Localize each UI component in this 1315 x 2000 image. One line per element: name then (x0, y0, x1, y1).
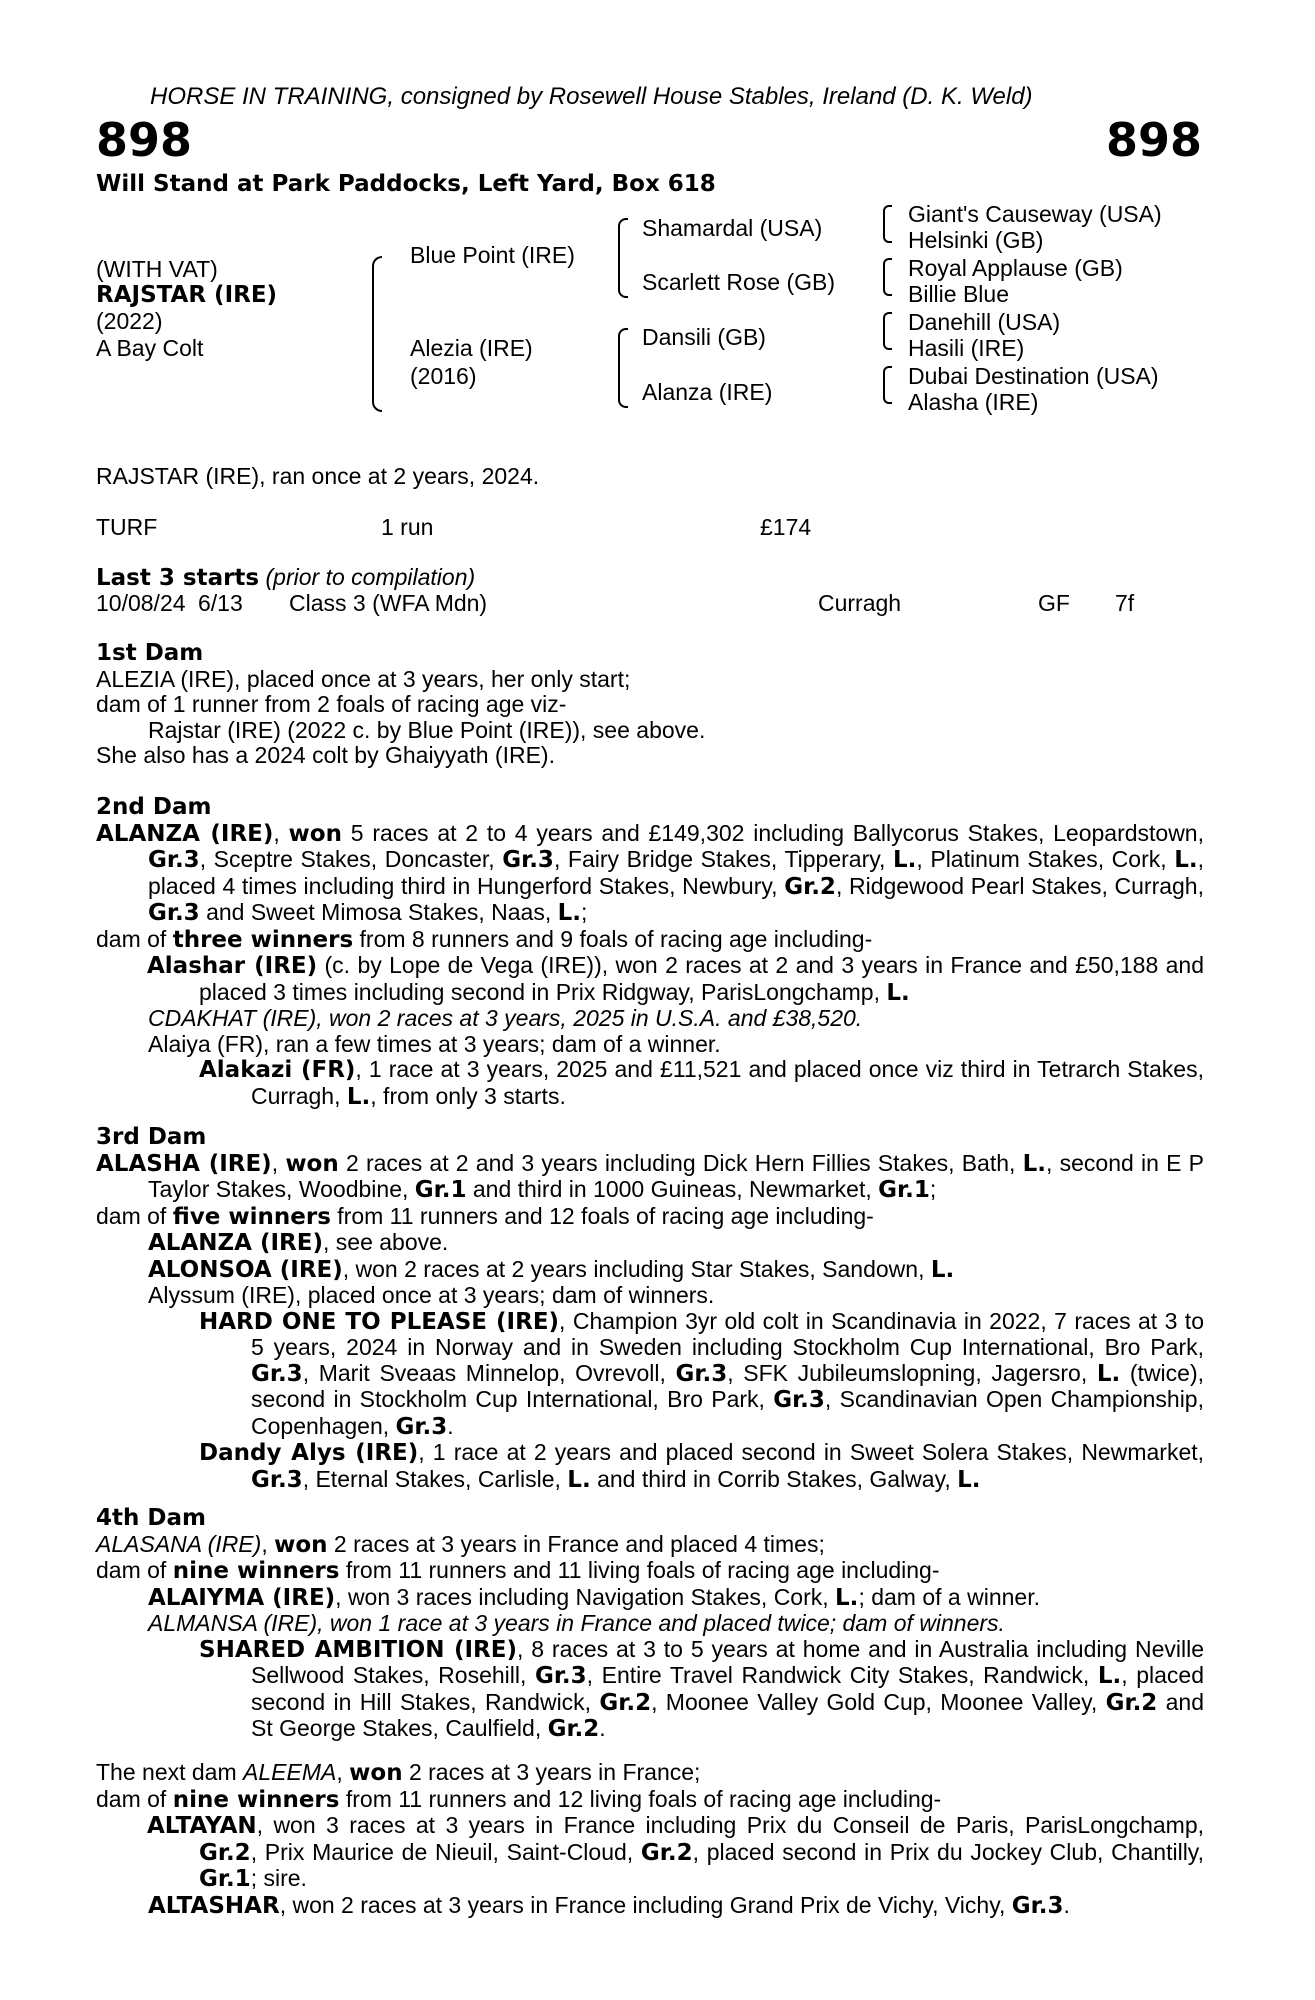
consignment-line: HORSE IN TRAINING, consigned by Rosewell House Stables, Ireland (D. K. Weld) (150, 83, 1033, 110)
progeny-text: , Marit Sveaas Minnelop, Ovrevoll, (302, 1359, 676, 1386)
record-text: , Sceptre Stakes, Doncaster, (199, 846, 503, 872)
progeny-alakazi (96, 1057, 1204, 1110)
third-dam-section (96, 1125, 1204, 1493)
progeny-name: Alashar (IRE) (147, 953, 318, 979)
progeny-text: (c. by Lope de Vega (IRE)), won 2 races at 2 and 3 years in France and £50,188 and placed 3 times including second in Prix Ridgway, ParisLongchamp, (199, 952, 1204, 1005)
pedigree-dam-year: (2016) (410, 363, 477, 389)
won-label: won (349, 1760, 403, 1786)
second-dam-produce (96, 927, 1204, 954)
grade-label: Gr.3 (251, 1360, 303, 1387)
last-starts-title: Last 3 starts (96, 565, 260, 591)
grade-label: Gr.3 (502, 847, 554, 873)
progeny-text: , from only 3 starts. (370, 1082, 566, 1109)
second-dam-title: 2nd Dam (96, 794, 212, 820)
record-text: and third in 1000 Guineas, Newmarket, (466, 1176, 879, 1202)
progeny-name: ALTASHAR (148, 1892, 280, 1919)
last-starts-heading (96, 565, 475, 592)
listed-label: L. (557, 900, 582, 926)
progeny-cdakhat (96, 1006, 1204, 1032)
pedigree-g5: Danehill (USA) (908, 309, 1061, 335)
listed-label: L. (957, 1466, 981, 1493)
progeny-text: , 1 race at 3 years, 2025 and £11,521 and placed once viz third in Tetrarch Stakes, Curragh, (251, 1056, 1204, 1109)
progeny-text: , Champion 3yr old colt in Scandinavia in 2022, 7 races at 3 to 5 years, 2024 in Norway and in Sweden including Stockholm Cup International, Bro Park, (251, 1307, 1204, 1360)
record-text: ; (929, 1176, 937, 1202)
winners-count: five winners (172, 1203, 331, 1230)
fourth-dam-title: 4th Dam (96, 1505, 206, 1531)
progeny-alonsoa (96, 1257, 1204, 1284)
next-dam-section (96, 1760, 1204, 1919)
fourth-dam-section (96, 1506, 1204, 1743)
text: The next dam (96, 1759, 244, 1785)
grade-label: Gr.3 (148, 900, 200, 926)
lot-number-right: 898 (1105, 113, 1202, 167)
progeny-text: , won 3 races including Navigation Stakes, Cork, (335, 1583, 836, 1610)
record-text: ; (581, 899, 588, 925)
pedigree-sire: Blue Point (IRE) (410, 242, 575, 268)
third-dam-title: 3rd Dam (96, 1124, 207, 1150)
grade-label: Gr.2 (784, 873, 836, 900)
pedigree-g4: Billie Blue (908, 281, 1009, 307)
first-dam-title: 1st Dam (96, 640, 204, 666)
pedigree-brace-3a (883, 205, 892, 243)
progeny-text: , 1 race at 2 years and placed second in Sweet Solera Stakes, Newmarket, (418, 1439, 1205, 1465)
progeny-name: Alakazi (FR) (199, 1057, 356, 1083)
first-dam-line-3: Rajstar (IRE) (2022 c. by Blue Point (IRE)), see above. (148, 716, 706, 743)
pedigree-sire-sire: Shamardal (USA) (642, 215, 823, 241)
record-runs: 1 run (381, 514, 434, 540)
progeny-text: , Moonee Valley Gold Cup, Moonee Valley, (651, 1688, 1106, 1715)
progeny-text: , Eternal Stakes, Carlisle, (302, 1465, 568, 1492)
progeny-name: ALANZA (IRE) (148, 1230, 323, 1256)
start-row-class: Class 3 (WFA Mdn) (289, 590, 488, 616)
progeny-text: ; dam of a winner. (858, 1583, 1040, 1610)
listed-label: L. (1022, 1150, 1047, 1177)
pedigree-g2: Helsinki (GB) (908, 227, 1044, 253)
text: from 11 runners and 12 foals of racing age including- (330, 1202, 874, 1229)
progeny-text: and third in Corrib Stakes, Galway, (590, 1465, 958, 1492)
next-dam-produce (96, 1787, 1204, 1814)
listed-label: L. (930, 1256, 955, 1283)
pedigree-g3: Royal Applause (GB) (908, 255, 1123, 281)
text: dam of (96, 925, 173, 952)
dam-name: ALASANA (IRE) (96, 1530, 262, 1557)
progeny-name: ALTAYAN (147, 1813, 257, 1839)
progeny-text: CDAKHAT (IRE), won 2 races at 3 years, 2025 in U.S.A. and £38,520. (148, 1005, 863, 1031)
fourth-dam-record: ALASANA (IRE), won 2 races at 3 years in France and placed 4 times; (96, 1530, 825, 1558)
grade-label: Gr.2 (599, 1689, 652, 1716)
horse-description: A Bay Colt (96, 335, 204, 361)
first-dam-section (96, 641, 1204, 769)
pedigree-dam: Alezia (IRE) (410, 335, 533, 361)
stable-location: Will Stand at Park Paddocks, Left Yard, Box 618 (96, 171, 716, 197)
lot-number-left: 898 (96, 113, 193, 167)
record-earnings: £174 (760, 514, 812, 540)
text: from 11 runners and 11 living foals of racing age including- (339, 1557, 940, 1583)
start-row-date: 10/08/24 (96, 590, 186, 616)
start-row-dist: 7f (1115, 590, 1135, 616)
progeny-name: HARD ONE TO PLEASE (IRE) (199, 1308, 560, 1335)
pedigree-g1: Giant's Causeway (USA) (908, 201, 1162, 227)
progeny-alanza (96, 1230, 1204, 1257)
progeny-text: , Entire Travel Randwick City Stakes, Randwick, (586, 1662, 1098, 1688)
grade-label: Gr.3 (251, 1466, 303, 1493)
pedigree-g8: Alasha (IRE) (908, 389, 1039, 415)
grade-label: Gr.3 (395, 1413, 448, 1440)
text: dam of (96, 1557, 173, 1583)
listed-label: L. (893, 847, 917, 873)
progeny-text: , placed second in Hill Stakes, Randwick, (251, 1662, 1204, 1715)
record-text: and Sweet Mimosa Stakes, Naas, (199, 899, 558, 925)
progeny-text: , SFK Jubileumslopning, Jagersro, (727, 1359, 1097, 1386)
winners-count: three winners (172, 926, 354, 953)
text: dam of (96, 1202, 173, 1229)
progeny-text: , see above. (323, 1229, 449, 1255)
listed-label: L. (835, 1584, 859, 1611)
pedigree-dam-dam: Alanza (IRE) (642, 379, 773, 405)
text: from 8 runners and 9 foals of racing age including- (353, 925, 873, 952)
start-row-course: Curragh (818, 590, 902, 616)
dam-name: ALEEMA (243, 1759, 337, 1785)
start-row-place: 6/13 (198, 590, 243, 616)
text: dam of (96, 1785, 173, 1812)
last-starts-note: (prior to compilation) (265, 564, 476, 590)
progeny-altashar: ALTASHAR, won 2 races at 3 years in France including Grand Prix de Vichy, Vichy, Gr.3. (148, 1891, 1070, 1919)
progeny-text: ; sire. (250, 1865, 307, 1891)
progeny-hard-one-to-please: HARD ONE TO PLEASE (IRE), Champion 3yr old colt in Scandinavia in 2022, 7 races at 3 to 5 years, 2024 in Norway and in Sweden including Stockholm Cup International, Bro Park, Gr.3, Marit Sveaas Minnelop, Ovrevoll, Gr.3, SFK Jubileumslopning, Jagersro, L. (twice), second in Stockholm Cup International, Bro Park, Gr.3, Scandinavian Open Championship, Copenhagen, Gr.3. (199, 1307, 1205, 1440)
first-dam-line-4: She also has a 2024 colt by Ghaiyyath (IRE). (96, 742, 555, 768)
third-dam-produce (96, 1204, 1204, 1231)
progeny-text: , Prix Maurice de Nieuil, Saint-Cloud, (250, 1838, 641, 1865)
record-text: 2 races at 2 and 3 years including Dick Hern Fillies Stakes, Bath, (338, 1149, 1023, 1176)
listed-label: L. (886, 979, 910, 1006)
progeny-name: ALONSOA (IRE) (148, 1256, 343, 1283)
record-text: , second in E P Taylor Stakes, Woodbine, (148, 1149, 1204, 1202)
progeny-text: (twice), second in Stockholm Cup International, Bro Park, (251, 1359, 1205, 1412)
second-dam-section (96, 795, 1204, 1110)
pedigree-brace-2b (618, 328, 628, 408)
grade-label: Gr.1 (878, 1177, 930, 1203)
progeny-name: Dandy Alys (IRE) (199, 1440, 419, 1466)
progeny-dandy-alys (96, 1440, 1204, 1493)
progeny-text: , won 2 races at 3 years in France including Grand Prix de Vichy, Vichy, (279, 1891, 1012, 1918)
listed-label: L. (567, 1466, 591, 1493)
grade-label: Gr.3 (1011, 1892, 1064, 1919)
text: from 11 runners and 12 living foals of racing age including- (339, 1785, 942, 1812)
grade-label: Gr.3 (773, 1387, 825, 1413)
vat-note: (WITH VAT) (96, 256, 218, 282)
record-text: , placed 4 times including third in Hungerford Stakes, Newbury, (148, 846, 1204, 899)
start-row-going: GF (1038, 590, 1070, 616)
progeny-alashar (96, 953, 1204, 1006)
won-label: won (274, 1531, 328, 1558)
progeny-text: and St George Stakes, Caulfield, (251, 1688, 1205, 1741)
progeny-almansa (96, 1611, 1204, 1637)
pedigree-g6: Hasili (IRE) (908, 335, 1025, 361)
dam-name: ALANZA (IRE) (96, 820, 274, 847)
progeny-alaiya: Alaiya (FR), ran a few times at 3 years; dam of a winner. (148, 1030, 721, 1057)
progeny-text: , won 2 races at 2 years including Star Stakes, Sandown, (342, 1255, 931, 1282)
second-dam-record: ALANZA (IRE), won 5 races at 2 to 4 years and £149,302 including Ballycorus Stakes, Leopardstown, Gr.3, Sceptre Stakes, Doncaster, Gr.3, Fairy Bridge Stakes, Tipperary, L., Platinum Stakes, Cork, L., placed 4 times including third in Hungerford Stakes, Newbury, Gr.2, Ridgewood Pearl Stakes, Curragh, Gr.3 and Sweet Mimosa Stakes, Naas, L.; (96, 819, 1204, 926)
progeny-text: ALMANSA (IRE), won 1 race at 3 years in France and placed twice; dam of winners. (148, 1610, 1005, 1636)
won-label: won (288, 820, 342, 847)
first-dam-line-1: ALEZIA (IRE), placed once at 3 years, her only start; (96, 665, 631, 692)
listed-label: L. (1097, 1663, 1122, 1689)
pedigree-brace-3b (883, 258, 892, 296)
horse-year: (2022) (96, 308, 163, 334)
pedigree-brace-1 (372, 256, 382, 412)
grade-label: Gr.1 (199, 1866, 251, 1892)
winners-count: nine winners (172, 1558, 340, 1584)
listed-label: L. (1174, 847, 1198, 873)
race-summary: RAJSTAR (IRE), ran once at 2 years, 2024. (96, 463, 540, 489)
record-surface: TURF (96, 514, 158, 540)
pedigree-brace-2a (618, 218, 628, 298)
progeny-text: , placed second in Prix du Jockey Club, Chantilly, (692, 1838, 1204, 1865)
pedigree-brace-3d (883, 366, 892, 404)
listed-label: L. (346, 1083, 371, 1110)
progeny-text: , 8 races at 3 to 5 years at home and in Australia including Neville Sellwood Stakes, Rosehill, (251, 1635, 1204, 1688)
progeny-alaiyma (96, 1585, 1204, 1612)
third-dam-record: ALASHA (IRE), won 2 races at 2 and 3 years including Dick Hern Fillies Stakes, Bath, L., second in E P Taylor Stakes, Woodbine, Gr.1 and third in 1000 Guineas, Newmarket, Gr.1; (96, 1149, 1204, 1203)
grade-label: Gr.3 (534, 1663, 587, 1689)
grade-label: Gr.3 (148, 847, 200, 873)
horse-name: RAJSTAR (IRE) (96, 282, 278, 308)
first-dam-line-2: dam of 1 runner from 2 foals of racing age viz- (96, 691, 567, 717)
dam-name: ALASHA (IRE) (96, 1150, 272, 1177)
record-text: , Fairy Bridge Stakes, Tipperary, (553, 846, 893, 872)
winners-count: nine winners (172, 1786, 340, 1813)
grade-label: Gr.2 (199, 1839, 251, 1866)
pedigree-sire-dam: Scarlett Rose (GB) (642, 269, 835, 295)
grade-label: Gr.2 (640, 1839, 693, 1866)
grade-label: Gr.2 (547, 1716, 600, 1742)
progeny-text: , Scandinavian Open Championship, Copenhagen, (251, 1386, 1204, 1439)
progeny-altayan (96, 1813, 1204, 1893)
pedigree-g7: Dubai Destination (USA) (908, 363, 1159, 389)
record-text: 2 races at 3 years in France and placed 4 times; (327, 1530, 825, 1557)
grade-label: Gr.1 (414, 1177, 467, 1203)
grade-label: Gr.3 (675, 1360, 728, 1387)
record-text: 5 races at 2 to 4 years and £149,302 including Ballycorus Stakes, Leopardstown, (341, 819, 1204, 846)
record-text: , Ridgewood Pearl Stakes, Curragh, (835, 872, 1204, 899)
record-text: , Platinum Stakes, Cork, (916, 846, 1175, 872)
next-dam-record: The next dam ALEEMA, won 2 races at 3 years in France; (96, 1759, 701, 1786)
pedigree-brace-3c (883, 312, 892, 350)
record-text: 2 races at 3 years in France; (402, 1759, 701, 1785)
progeny-shared-ambition: SHARED AMBITION (IRE), 8 races at 3 to 5 years at home and in Australia including Neville Sellwood Stakes, Rosehill, Gr.3, Entire Travel Randwick City Stakes, Randwick, L., placed second in Hill Stakes, Randwick, Gr.2, Moonee Valley Gold Cup, Moonee Valley, Gr.2 and St George Stakes, Caulfield, Gr.2. (199, 1635, 1205, 1742)
progeny-name: ALAIYMA (IRE) (148, 1584, 336, 1611)
progeny-text: , won 3 races at 3 years in France including Prix du Conseil de Paris, ParisLongchamp, (256, 1812, 1204, 1838)
progeny-alyssum: Alyssum (IRE), placed once at 3 years; dam of winners. (148, 1282, 715, 1308)
pedigree-dam-sire: Dansili (GB) (642, 324, 766, 350)
fourth-dam-produce (96, 1558, 1204, 1585)
progeny-name: SHARED AMBITION (IRE) (199, 1636, 517, 1663)
won-label: won (285, 1150, 339, 1177)
listed-label: L. (1096, 1360, 1121, 1387)
grade-label: Gr.2 (1105, 1689, 1158, 1716)
